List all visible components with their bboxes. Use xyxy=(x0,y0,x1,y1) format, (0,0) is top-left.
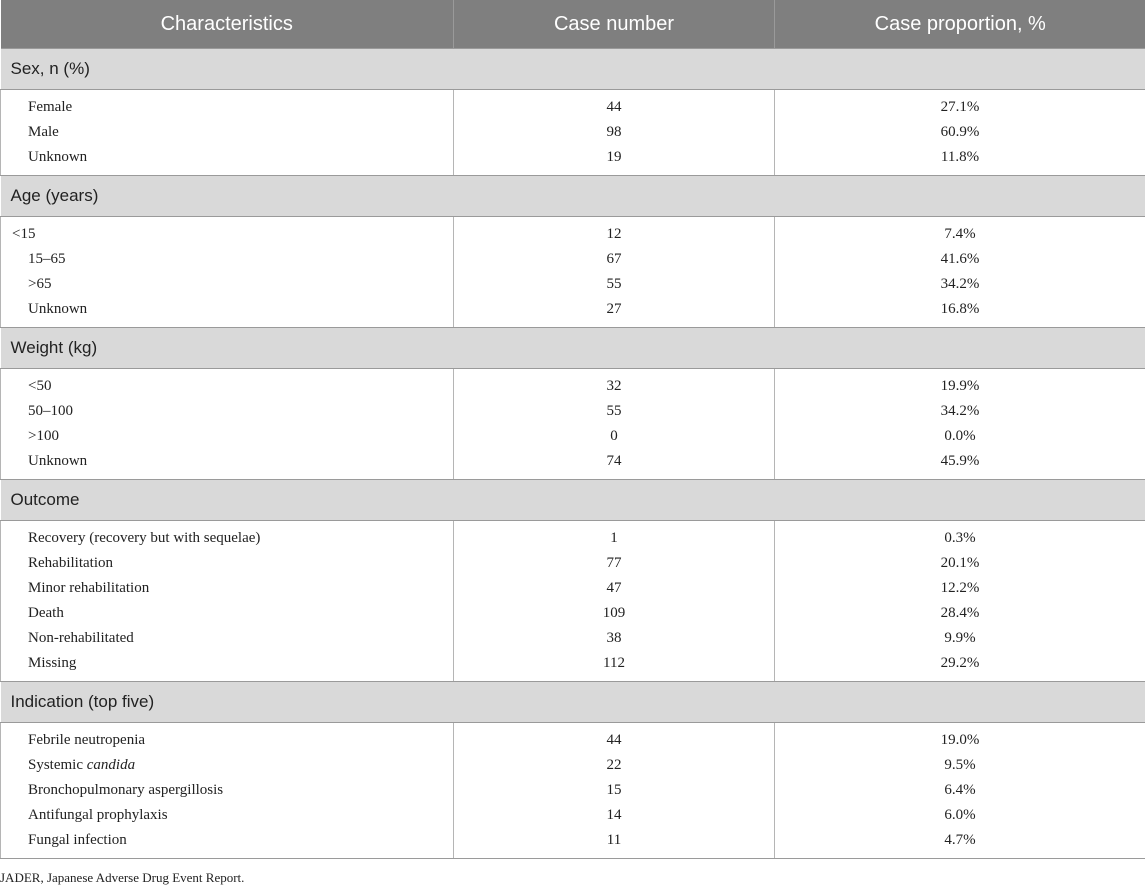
row-number: 55 xyxy=(454,272,775,297)
row-label: Bronchopulmonary aspergillosis xyxy=(1,778,454,803)
row-label: <15 xyxy=(1,217,454,248)
table-row xyxy=(1,399,1145,424)
row-label xyxy=(1,753,454,778)
row-number: 14 xyxy=(454,803,775,828)
table-row xyxy=(1,828,1145,859)
table-row xyxy=(1,803,1145,828)
row-proportion: 6.4% xyxy=(775,778,1145,803)
row-label: Antifungal prophylaxis xyxy=(1,803,454,828)
row-proportion: 20.1% xyxy=(775,551,1145,576)
header-case-proportion: Case proportion, % xyxy=(775,0,1145,49)
row-proportion: 60.9% xyxy=(775,120,1145,145)
section-row-indication xyxy=(1,682,1145,723)
row-label: Missing xyxy=(1,651,454,682)
row-label-italic: candida xyxy=(86,757,136,773)
row-proportion: 6.0% xyxy=(775,803,1145,828)
row-number: 0 xyxy=(454,424,775,449)
row-label: Unknown xyxy=(1,145,454,176)
row-proportion: 0.0% xyxy=(775,424,1145,449)
row-proportion: 12.2% xyxy=(775,576,1145,601)
table-footnote: JADER, Japanese Adverse Drug Event Report. xyxy=(0,870,245,885)
table-row xyxy=(1,601,1145,626)
row-proportion: 4.7% xyxy=(775,828,1145,859)
table-row xyxy=(1,449,1145,480)
row-label: 50–100 xyxy=(1,399,454,424)
row-number: 47 xyxy=(454,576,775,601)
row-label: 15–65 xyxy=(1,247,454,272)
row-label: Fungal infection xyxy=(1,828,454,859)
row-proportion: 41.6% xyxy=(775,247,1145,272)
row-label: Unknown xyxy=(1,297,454,328)
row-number: 27 xyxy=(454,297,775,328)
row-proportion: 28.4% xyxy=(775,601,1145,626)
row-number: 44 xyxy=(454,90,775,121)
header-characteristics: Characteristics xyxy=(1,0,454,49)
table-row xyxy=(1,424,1145,449)
row-label: Male xyxy=(1,120,454,145)
table-row xyxy=(1,778,1145,803)
row-label: Febrile neutropenia xyxy=(1,723,454,754)
row-number: 112 xyxy=(454,651,775,682)
section-row-age xyxy=(1,176,1145,217)
section-title: Weight (kg) xyxy=(1,328,1145,369)
row-number: 15 xyxy=(454,778,775,803)
table-row xyxy=(1,217,1145,248)
row-label: >65 xyxy=(1,272,454,297)
row-number: 98 xyxy=(454,120,775,145)
row-proportion: 9.9% xyxy=(775,626,1145,651)
row-number: 11 xyxy=(454,828,775,859)
table-row xyxy=(1,626,1145,651)
table-row xyxy=(1,576,1145,601)
row-label: Recovery (recovery but with sequelae) xyxy=(1,521,454,552)
table-row xyxy=(1,297,1145,328)
row-proportion: 16.8% xyxy=(775,297,1145,328)
row-number: 19 xyxy=(454,145,775,176)
row-proportion: 19.9% xyxy=(775,369,1145,400)
section-title: Sex, n (%) xyxy=(1,49,1145,90)
row-label-prefix: Systemic xyxy=(28,757,87,773)
row-label: >100 xyxy=(1,424,454,449)
row-label: Rehabilitation xyxy=(1,551,454,576)
row-proportion: 27.1% xyxy=(775,90,1145,121)
row-number: 109 xyxy=(454,601,775,626)
row-proportion: 11.8% xyxy=(775,145,1145,176)
row-proportion: 9.5% xyxy=(775,753,1145,778)
row-proportion: 34.2% xyxy=(775,399,1145,424)
table-row xyxy=(1,753,1145,778)
table-row xyxy=(1,723,1145,754)
section-row-weight xyxy=(1,328,1145,369)
header-row xyxy=(1,0,1145,49)
section-title: Indication (top five) xyxy=(1,682,1145,723)
row-number: 22 xyxy=(454,753,775,778)
row-proportion: 7.4% xyxy=(775,217,1145,248)
row-label: Minor rehabilitation xyxy=(1,576,454,601)
row-proportion: 0.3% xyxy=(775,521,1145,552)
row-number: 67 xyxy=(454,247,775,272)
table-row xyxy=(1,247,1145,272)
row-proportion: 19.0% xyxy=(775,723,1145,754)
row-label: Non-rehabilitated xyxy=(1,626,454,651)
row-number: 38 xyxy=(454,626,775,651)
table-row xyxy=(1,90,1145,121)
table-row xyxy=(1,272,1145,297)
row-proportion: 34.2% xyxy=(775,272,1145,297)
table-row xyxy=(1,145,1145,176)
table-row xyxy=(1,521,1145,552)
table-row xyxy=(1,120,1145,145)
section-row-sex xyxy=(1,49,1145,90)
row-proportion: 45.9% xyxy=(775,449,1145,480)
row-number: 55 xyxy=(454,399,775,424)
row-number: 74 xyxy=(454,449,775,480)
row-label: Death xyxy=(1,601,454,626)
section-row-outcome xyxy=(1,480,1145,521)
table-row xyxy=(1,551,1145,576)
header-case-number: Case number xyxy=(454,0,775,49)
row-number: 44 xyxy=(454,723,775,754)
section-title: Outcome xyxy=(1,480,1145,521)
row-label: <50 xyxy=(1,369,454,400)
row-proportion: 29.2% xyxy=(775,651,1145,682)
row-label: Female xyxy=(1,90,454,121)
table-row xyxy=(1,369,1145,400)
row-number: 32 xyxy=(454,369,775,400)
section-title: Age (years) xyxy=(1,176,1145,217)
row-number: 1 xyxy=(454,521,775,552)
row-number: 77 xyxy=(454,551,775,576)
table-row xyxy=(1,651,1145,682)
row-label: Unknown xyxy=(1,449,454,480)
row-number: 12 xyxy=(454,217,775,248)
